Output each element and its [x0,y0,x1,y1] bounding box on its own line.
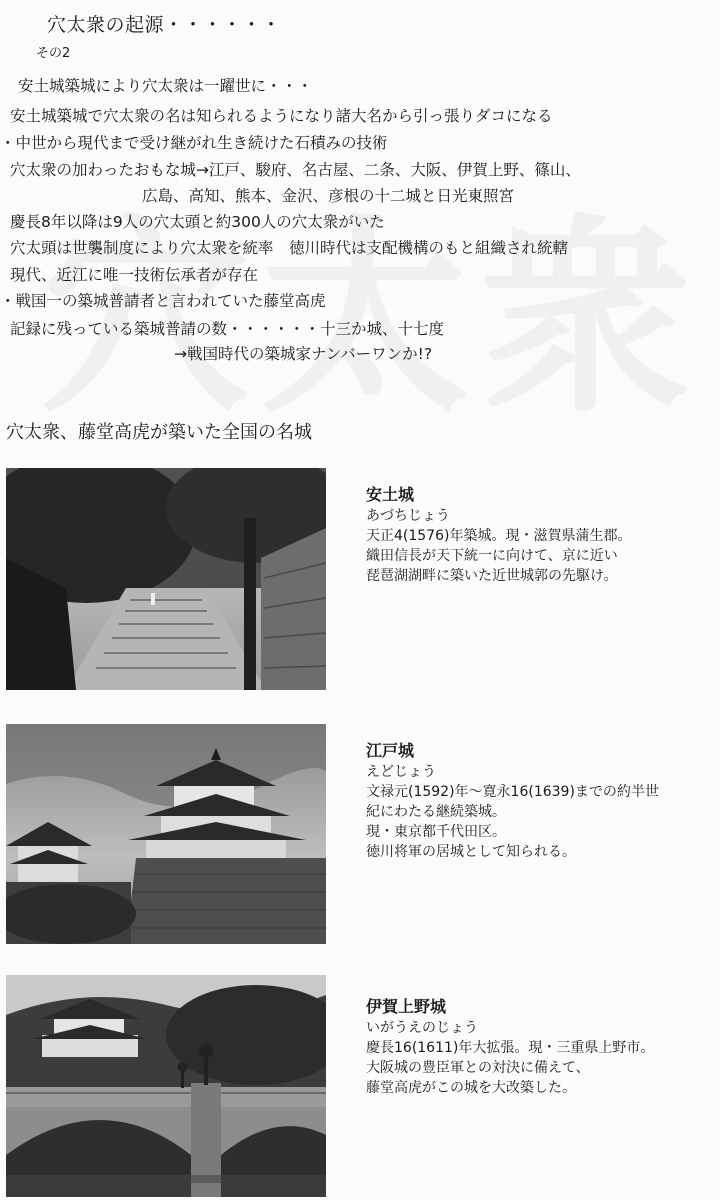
castle-description-line: 徳川将軍の居城として知られる。 [366,844,576,860]
azuchi-castle-info [366,484,720,586]
castle-description-line: 琵琶湖湖畔に築いた近世城郭の先駆け。 [366,568,618,584]
azuchi-castle-photo [6,468,326,690]
edo-castle-photo [6,724,326,944]
castle-description-line: 天正4(1576)年築城。現・滋賀県蒲生郡。 [366,528,632,544]
iga-ueno-castle-info [366,996,720,1098]
castle-description-line: 藤堂高虎がこの城を大改築した。 [366,1080,576,1096]
page-title: 穴太衆の起源・・・・・・ [47,14,282,36]
castle-reading: えどじょう [366,764,436,780]
castle-description-line: 紀にわたる継続築城。 [366,804,506,820]
castle-name: 安土城 [366,485,415,504]
castle-reading: いがうえのじょう [366,1020,478,1036]
edo-castle-info [366,740,720,862]
bullet-line: 現代、近江に唯一技術伝承者が存在 [10,266,259,284]
castle-reading: あづちじょう [366,508,450,524]
castle-description [366,1038,720,1098]
castle-description-line: 織田信長が天下統一に向けて、京に近い [366,548,618,564]
bullet-line: ・中世から現代まで受け継がれ生き続けた石積みの技術 [0,134,388,152]
bullet-line: 広島、高知、熊本、金沢、彦根の十二城と日光東照宮 [142,187,515,205]
castle-name: 伊賀上野城 [366,997,447,1016]
castle-description-line: 大阪城の豊臣軍との対決に備えて、 [366,1060,590,1076]
bullet-line: 穴太衆の加わったおもな城→江戸、駿府、名古屋、二条、大阪、伊賀上野、篠山、 [10,161,581,179]
bullet-line: ・戦国一の築城普請者と言われていた藤堂高虎 [0,292,326,310]
bullet-line: →戦国時代の築城家ナンバーワンか!? [174,345,433,363]
castle-description-line: 文禄元(1592)年～寛永16(1639)までの約半世 [366,784,659,800]
bullet-line: 穴太頭は世襲制度により穴太衆を統率 徳川時代は支配機構のもと組織され統轄 [10,239,569,257]
castle-name: 江戸城 [366,741,415,760]
castle-description-line: 慶長16(1611)年大拡張。現・三重県上野市。 [366,1040,655,1056]
castle-description [366,526,720,586]
page-subtitle: その2 [36,46,71,61]
bullet-line: 慶長8年以降は9人の穴太頭と約300人の穴太衆がいた [10,213,385,231]
bullet-line: 記録に残っている築城普請の数・・・・・・十三か城、十七度 [10,320,445,338]
bullet-line: 安土城築城により穴太衆は一躍世に・・・ [18,77,313,95]
castle-description [366,782,720,862]
bullet-line: 安土城築城で穴太衆の名は知られるようになり諸大名から引っ張りダコになる [10,107,553,125]
iga-ueno-castle-photo [6,975,326,1197]
castle-description-line: 現・東京都千代田区。 [366,824,506,840]
section-heading: 穴太衆、藤堂高虎が築いた全国の名城 [6,422,312,443]
